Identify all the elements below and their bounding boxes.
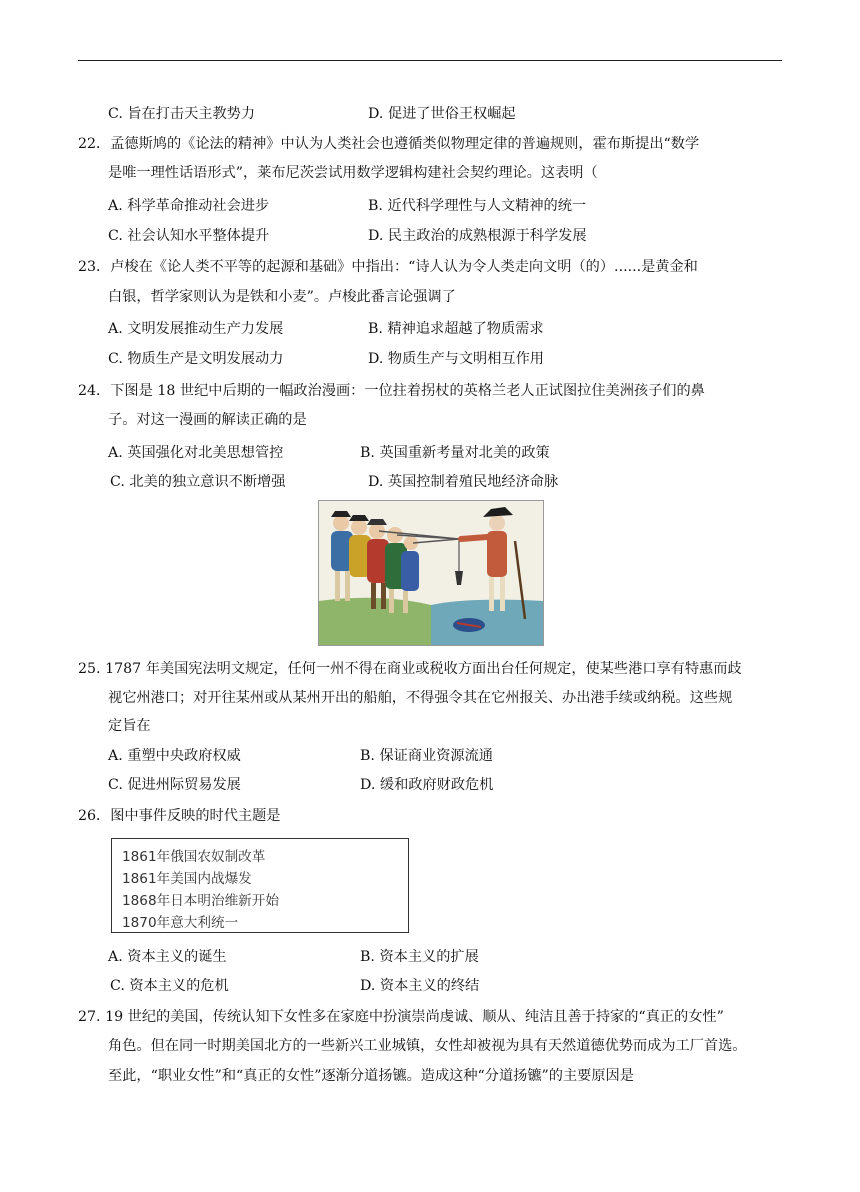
- q25-stem-line2: 视它州港口；对开往某州或从某州开出的船舶，不得强令其在它州报关、办出港手续或纳税。这些规: [108, 690, 733, 706]
- q21-option-d[interactable]: D. 促进了世俗王权崛起: [368, 106, 516, 122]
- q21-option-c[interactable]: C. 旨在打击天主教势力: [108, 106, 256, 122]
- q22-option-c[interactable]: C. 社会认知水平整体提升: [108, 228, 270, 244]
- q22-stem-line2: 是唯一理性话语形式”，莱布尼茨尝试用数学逻辑构建社会契约理论。这表明（: [108, 165, 598, 181]
- q26-option-a[interactable]: A. 资本主义的诞生: [108, 949, 227, 965]
- q25-option-c[interactable]: C. 促进州际贸易发展: [108, 777, 241, 793]
- q24-stem-line1: 24．下图是 18 世纪中后期的一幅政治漫画：一位拄着拐杖的英格兰老人正试图拉住美洲孩子们的鼻: [78, 383, 705, 399]
- q26-option-c[interactable]: C. 资本主义的危机: [110, 978, 229, 994]
- q26-event-3: 1868年日本明治维新开始: [122, 893, 279, 909]
- q25-option-d[interactable]: D. 缓和政府财政危机: [360, 777, 494, 793]
- q26-option-d[interactable]: D. 资本主义的终结: [360, 978, 480, 994]
- q26-event-2: 1861年美国内战爆发: [122, 871, 252, 887]
- political-cartoon-image: [318, 500, 544, 646]
- q26-events-box: [111, 838, 409, 933]
- q25-option-b[interactable]: B. 保证商业资源流通: [360, 748, 493, 764]
- q23-option-c[interactable]: C. 物质生产是文明发展动力: [108, 351, 284, 367]
- q22-option-b[interactable]: B. 近代科学理性与人文精神的统一: [368, 198, 587, 214]
- q23-option-b[interactable]: B. 精神追求超越了物质需求: [368, 321, 544, 337]
- q26-stem-line1: 26．图中事件反映的时代主题是: [78, 808, 281, 824]
- q24-stem-line2: 子。对这一漫画的解读正确的是: [108, 412, 307, 428]
- q27-stem-line2: 角色。但在同一时期美国北方的一些新兴工业城镇，女性却被视为具有天然道德优势而成为工厂首选。: [108, 1038, 747, 1054]
- q23-option-d[interactable]: D. 物质生产与文明相互作用: [368, 351, 544, 367]
- q27-stem-line3: 至此，“职业女性”和“真正的女性”逐渐分道扬镳。造成这种“分道扬镳”的主要原因是: [108, 1068, 634, 1084]
- q22-option-d[interactable]: D. 民主政治的成熟根源于科学发展: [368, 228, 587, 244]
- q22-option-a[interactable]: A. 科学革命推动社会进步: [108, 198, 270, 214]
- q26-option-b[interactable]: B. 资本主义的扩展: [360, 949, 479, 965]
- q24-option-c[interactable]: C. 北美的独立意识不断增强: [110, 474, 286, 490]
- header-rule: [78, 60, 782, 61]
- q23-stem-line1: 23．卢梭在《论人类不平等的起源和基础》中指出：“诗人认为令人类走向文明（的）......是黄金和: [78, 259, 698, 275]
- q25-stem-line3: 定旨在: [108, 718, 151, 734]
- q22-stem-line1: 22．孟德斯鸠的《论法的精神》中认为人类社会也遵循类似物理定律的普遍规则，霍布斯提出“数学: [78, 136, 700, 152]
- q24-option-b[interactable]: B. 英国重新考量对北美的政策: [360, 445, 550, 461]
- q25-stem-line1: 25. 1787 年美国宪法明文规定，任何一州不得在商业或税收方面出台任何规定，使某些港口享有特惠而歧: [78, 661, 742, 677]
- q26-event-4: 1870年意大利统一: [122, 915, 239, 931]
- q25-option-a[interactable]: A. 重塑中央政府权威: [108, 748, 241, 764]
- q24-option-d[interactable]: D. 英国控制着殖民地经济命脉: [368, 474, 559, 490]
- q27-stem-line1: 27. 19 世纪的美国，传统认知下女性多在家庭中扮演崇尚虔诚、顺从、纯洁且善于持家的“真正的女性”: [78, 1009, 724, 1025]
- q23-option-a[interactable]: A. 文明发展推动生产力发展: [108, 321, 284, 337]
- q24-option-a[interactable]: A. 英国强化对北美思想管控: [108, 445, 284, 461]
- q26-event-1: 1861年俄国农奴制改革: [122, 849, 266, 865]
- q23-stem-line2: 白银，哲学家则认为是铁和小麦”。卢梭此番言论强调了: [108, 289, 456, 305]
